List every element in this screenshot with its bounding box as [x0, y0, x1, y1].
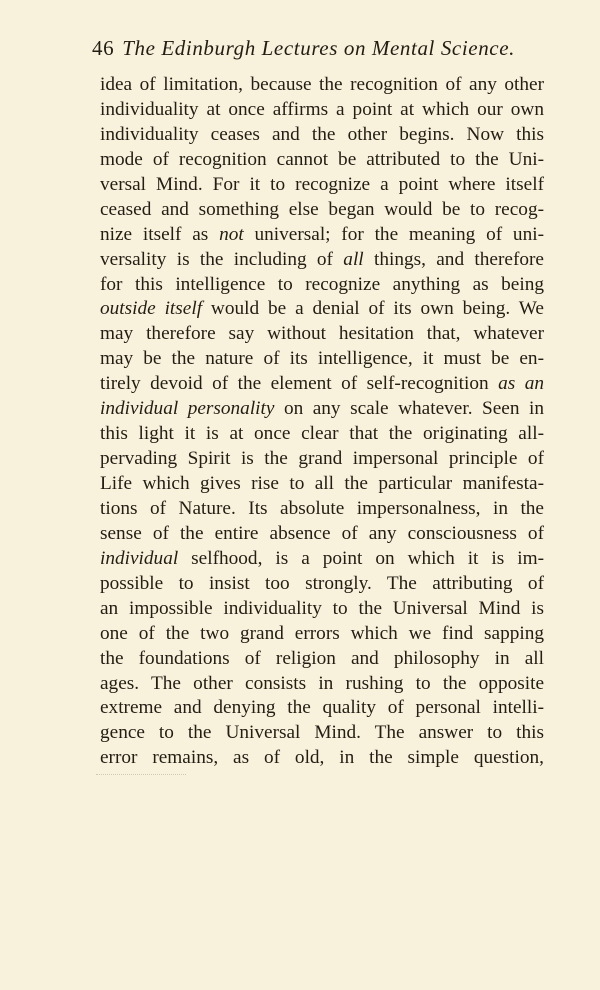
- text-line: [100, 347, 544, 372]
- text-line: [100, 447, 544, 472]
- text-run: gence to the Universal Mind. The answer to this: [100, 722, 544, 744]
- text-line: [100, 148, 544, 173]
- body-text: [100, 73, 544, 771]
- text-run: for this intelligence to recognize anything as being: [100, 273, 544, 295]
- italic-phrase: outside itself: [100, 298, 203, 320]
- print-smudge: [96, 774, 186, 785]
- text-line: [100, 372, 544, 397]
- text-run: things, and therefore: [363, 248, 544, 270]
- text-run: individuality ceases and the other begins. Now this: [100, 123, 544, 145]
- text-run: an impossible individuality to the Universal Mind is: [100, 597, 544, 619]
- text-line: [100, 472, 544, 497]
- text-run: possible to insist too strongly. The attributing of: [100, 572, 544, 594]
- text-run: error remains, as of old, in the simple question,: [100, 747, 544, 769]
- text-run: nize itself as: [100, 223, 220, 245]
- running-title: The Edinburgh Lectures on Mental Science.: [122, 36, 515, 60]
- italic-phrase: not: [219, 223, 244, 245]
- text-run: ceased and something else began would be to recog-: [100, 198, 544, 220]
- text-line: [100, 198, 544, 223]
- text-line: [100, 297, 544, 322]
- italic-phrase: individual: [100, 547, 179, 569]
- text-line: [100, 622, 544, 647]
- text-line: [100, 746, 544, 771]
- text-run: individuality at once affirms a point at which our own: [100, 98, 544, 120]
- text-line: [100, 647, 544, 672]
- text-run: on any scale whatever. Seen in: [274, 398, 544, 420]
- text-line: [100, 696, 544, 721]
- text-line: [100, 322, 544, 347]
- text-run: one of the two grand errors which we find sapping: [100, 622, 544, 644]
- text-run: selfhood, is a point on which it is im-: [178, 547, 544, 569]
- text-line: [100, 547, 544, 572]
- text-line: [100, 672, 544, 697]
- text-line: [100, 497, 544, 522]
- text-line: [100, 273, 544, 298]
- text-run: versal Mind. For it to recognize a point where itself: [100, 173, 544, 195]
- italic-phrase: individual personality: [100, 398, 275, 420]
- text-line: [100, 98, 544, 123]
- text-line: [100, 397, 544, 422]
- text-run: ages. The other consists in rushing to the opposite: [100, 672, 544, 694]
- text-line: [100, 223, 544, 248]
- text-run: tirely devoid of the element of self-recognition: [100, 373, 499, 395]
- page-number: 46: [92, 36, 115, 60]
- italic-phrase: as an: [498, 373, 544, 395]
- text-line: [100, 73, 544, 98]
- text-run: pervading Spirit is the grand impersonal principle of: [100, 448, 544, 470]
- text-run: this light it is at once clear that the originating all-: [100, 423, 544, 445]
- running-header: [92, 36, 544, 61]
- text-run: mode of recognition cannot be attributed to the Uni-: [100, 148, 544, 170]
- text-run: extreme and denying the quality of personal intelli-: [100, 697, 544, 719]
- text-run: may be the nature of its intelligence, it must be en-: [100, 348, 544, 370]
- text-line: [100, 123, 544, 148]
- text-line: [100, 721, 544, 746]
- text-line: [100, 173, 544, 198]
- text-line: [100, 597, 544, 622]
- text-line: [100, 572, 544, 597]
- text-run: versality is the including of: [100, 248, 344, 270]
- text-line: [100, 248, 544, 273]
- text-run: Life which gives rise to all the particular manifesta-: [100, 473, 544, 494]
- text-run: would be a denial of its own being. We: [202, 298, 544, 320]
- italic-phrase: all: [343, 248, 364, 270]
- text-line: [100, 522, 544, 547]
- text-line: [100, 422, 544, 447]
- text-run: tions of Nature. Its absolute impersonalness, in the: [100, 497, 544, 519]
- text-run: sense of the entire absence of any consciousness of: [100, 522, 544, 544]
- text-run: the foundations of religion and philosophy in all: [100, 647, 544, 669]
- text-run: idea of limitation, because the recognition of any other: [100, 74, 544, 95]
- text-run: universal; for the meaning of uni-: [243, 223, 544, 245]
- text-run: may therefore say without hesitation that, whatever: [100, 323, 544, 345]
